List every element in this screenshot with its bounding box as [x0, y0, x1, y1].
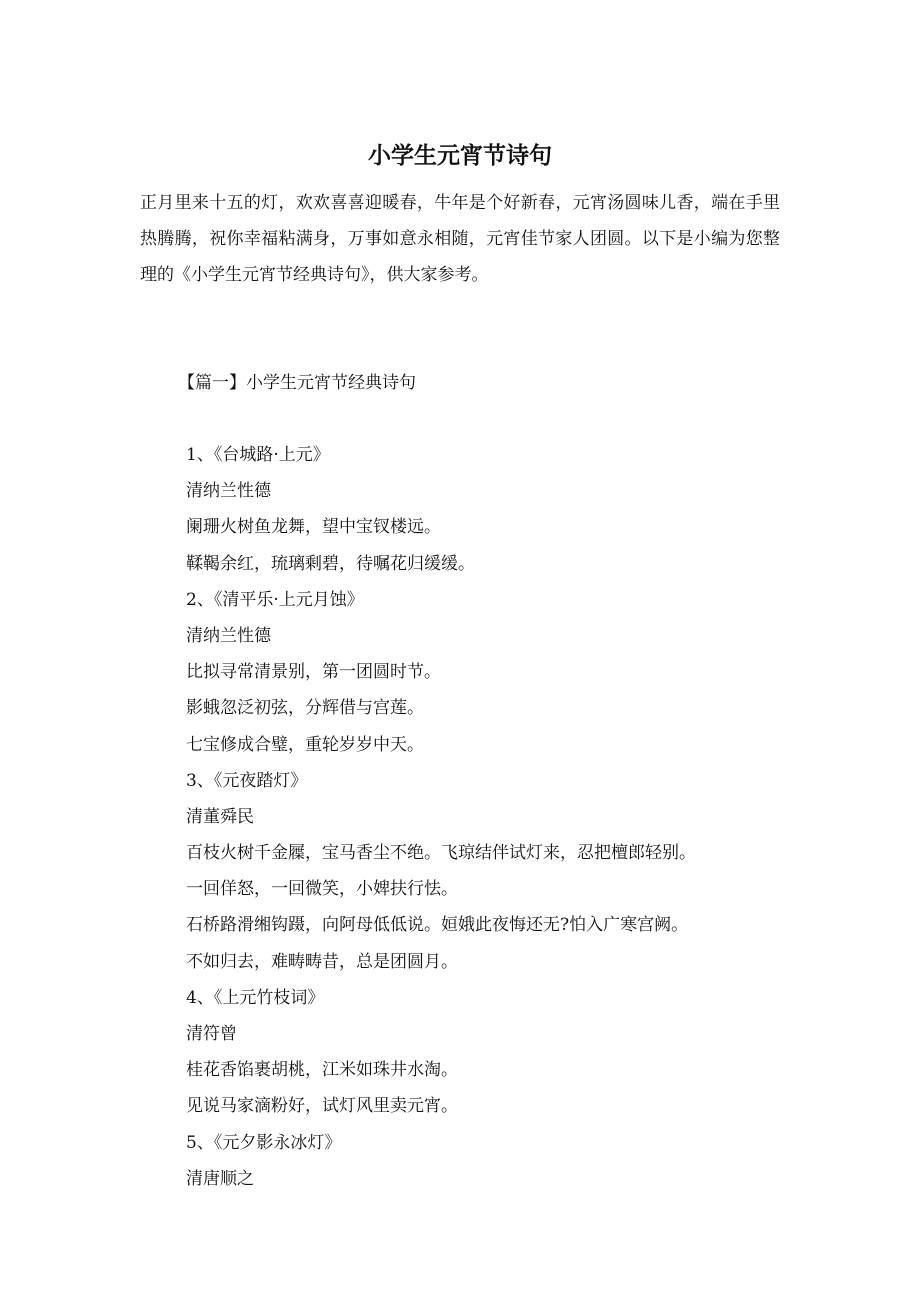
- intro-paragraph: 正月里来十五的灯，欢欢喜喜迎暖春，牛年是个好新春，元宵汤圆味儿香，端在手里热腾腾，祝你幸福粘满身，万事如意永相随，元宵佳节家人团圆。以下是小编为您整理的《小学生元宵节经典诗句》，供大家参考。: [140, 193, 780, 285]
- poem-line: 七宝修成合璧，重轮岁岁中天。: [186, 734, 424, 755]
- poem-line: 清唐顺之: [186, 1168, 254, 1189]
- poem-line: 清符曾: [186, 1024, 237, 1044]
- poem-line: 桂花香馅裹胡桃，江米如珠井水淘。: [186, 1060, 458, 1081]
- poem-line: 清董舜民: [186, 806, 254, 827]
- poem-lines: [186, 437, 806, 1197]
- poem-line: 清纳兰性德: [186, 481, 271, 502]
- poem-line: 一回佯怒，一回微笑，小婢扶行怯。: [186, 879, 458, 900]
- poem-line: 5、《元夕影永冰灯》: [186, 1132, 342, 1153]
- poem-line: 见说马家滴粉好，试灯风里卖元宵。: [186, 1096, 458, 1117]
- poem-line: 阑珊火树鱼龙舞，望中宝钗楼远。: [186, 517, 441, 538]
- section-heading: 【篇一】小学生元宵节经典诗句: [178, 373, 416, 393]
- poem-line: 4、《上元竹枝词》: [186, 987, 325, 1008]
- poem-line: 2、《清平乐·上元月蚀》: [186, 589, 364, 610]
- poem-line: 比拟寻常清景别，第一团圆时节。: [186, 662, 441, 683]
- poem-line: 清纳兰性德: [186, 625, 271, 646]
- poem-line: 鞣鞨余红，琉璃剩碧，待嘱花归缓缓。: [186, 553, 475, 574]
- poem-line: 不如归去，难畴畴昔，总是团圆月。: [186, 951, 458, 972]
- poem-line: 石桥路滑缃钩蹑，向阿母低低说。姮娥此夜悔还无?怕入广寒宫阙。: [186, 915, 689, 936]
- poem-line: 百枝火树千金屧，宝马香尘不绝。飞琼结伴试灯来，忍把檀郎轻别。: [186, 843, 696, 864]
- document-title: 小学生元宵节诗句: [368, 142, 552, 169]
- poem-line: 影蛾忽泛初弦，分辉借与宫莲。: [186, 698, 424, 719]
- poem-line: 1、《台城路·上元》: [186, 445, 330, 465]
- poem-line: 3、《元夜踏灯》: [186, 770, 308, 791]
